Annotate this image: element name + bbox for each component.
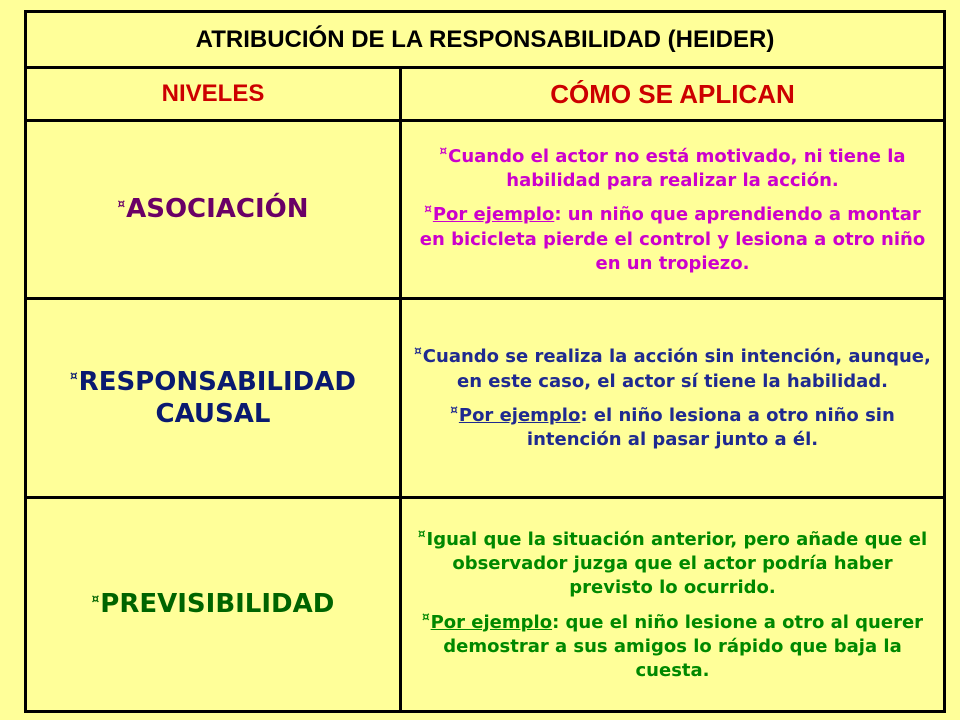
bullet-icon: ¤ xyxy=(417,526,426,541)
header-row xyxy=(26,68,945,121)
header-cell-application xyxy=(401,68,945,121)
header-application: CÓMO SE APLICAN xyxy=(550,78,795,109)
example-sentence: : que el niño lesione a otro al querer demostrar a sus amigos lo rápido que baja la cuesta. xyxy=(443,611,924,682)
level-responsabilidad-causal xyxy=(37,366,389,431)
table-row xyxy=(26,498,945,712)
level-cell xyxy=(26,498,401,712)
description-text xyxy=(412,526,933,601)
bullet-icon: ¤ xyxy=(439,143,448,158)
attribution-table xyxy=(24,10,946,713)
level-asociacion xyxy=(37,193,389,226)
level-previsibilidad xyxy=(37,588,389,621)
description-text xyxy=(412,143,933,194)
example-label: Por ejemplo xyxy=(458,405,581,426)
description-text xyxy=(412,343,933,394)
title-row xyxy=(26,12,945,68)
bullet-icon: ¤ xyxy=(450,403,458,417)
table-title: ATRIBUCIÓN DE LA RESPONSABILIDAD (HEIDER) xyxy=(195,25,775,53)
bullet-icon: ¤ xyxy=(91,591,100,606)
bullet-icon: ¤ xyxy=(117,196,126,211)
example-sentence: : un niño que aprendiendo a montar en bicicleta pierde el control y lesiona a otro niño en un tropiezo. xyxy=(419,204,926,274)
description-cell xyxy=(401,498,945,712)
level-cell xyxy=(26,121,401,299)
description-sentence: Igual que la situación anterior, pero añade que el observador juzga que el actor podría haber previsto lo ocurrido. xyxy=(426,528,928,599)
level-label: PREVISIBILIDAD xyxy=(100,589,335,620)
bullet-icon: ¤ xyxy=(421,609,430,624)
example-sentence: : el niño lesiona a otro niño sin intención al pasar junto a él. xyxy=(526,405,895,451)
table-row xyxy=(26,299,945,498)
table-row xyxy=(26,121,945,299)
example-text xyxy=(412,201,933,276)
description-block xyxy=(412,526,933,684)
bullet-icon: ¤ xyxy=(424,202,432,217)
example-text xyxy=(412,402,933,453)
level-label: ASOCIACIÓN xyxy=(126,194,309,225)
description-cell xyxy=(401,299,945,498)
description-sentence: Cuando se realiza la acción sin intención, aunque, en este caso, el actor sí tiene la habilidad. xyxy=(422,346,931,392)
level-cell xyxy=(26,299,401,498)
level-label-line1: RESPONSABILIDAD xyxy=(78,366,356,397)
bullet-icon: ¤ xyxy=(414,344,422,359)
header-cell-levels xyxy=(26,68,401,121)
description-cell xyxy=(401,121,945,299)
example-text xyxy=(412,609,933,684)
table-title-cell xyxy=(26,12,945,68)
example-label: Por ejemplo xyxy=(430,611,553,633)
description-sentence: Cuando el actor no está motivado, ni tiene la habilidad para realizar la acción. xyxy=(448,145,906,192)
description-block xyxy=(412,343,933,452)
level-label-line2: CAUSAL xyxy=(155,399,271,429)
example-label: Por ejemplo xyxy=(432,204,555,226)
header-levels: NIVELES xyxy=(161,80,265,107)
bullet-icon: ¤ xyxy=(70,368,78,383)
description-block xyxy=(412,143,933,276)
